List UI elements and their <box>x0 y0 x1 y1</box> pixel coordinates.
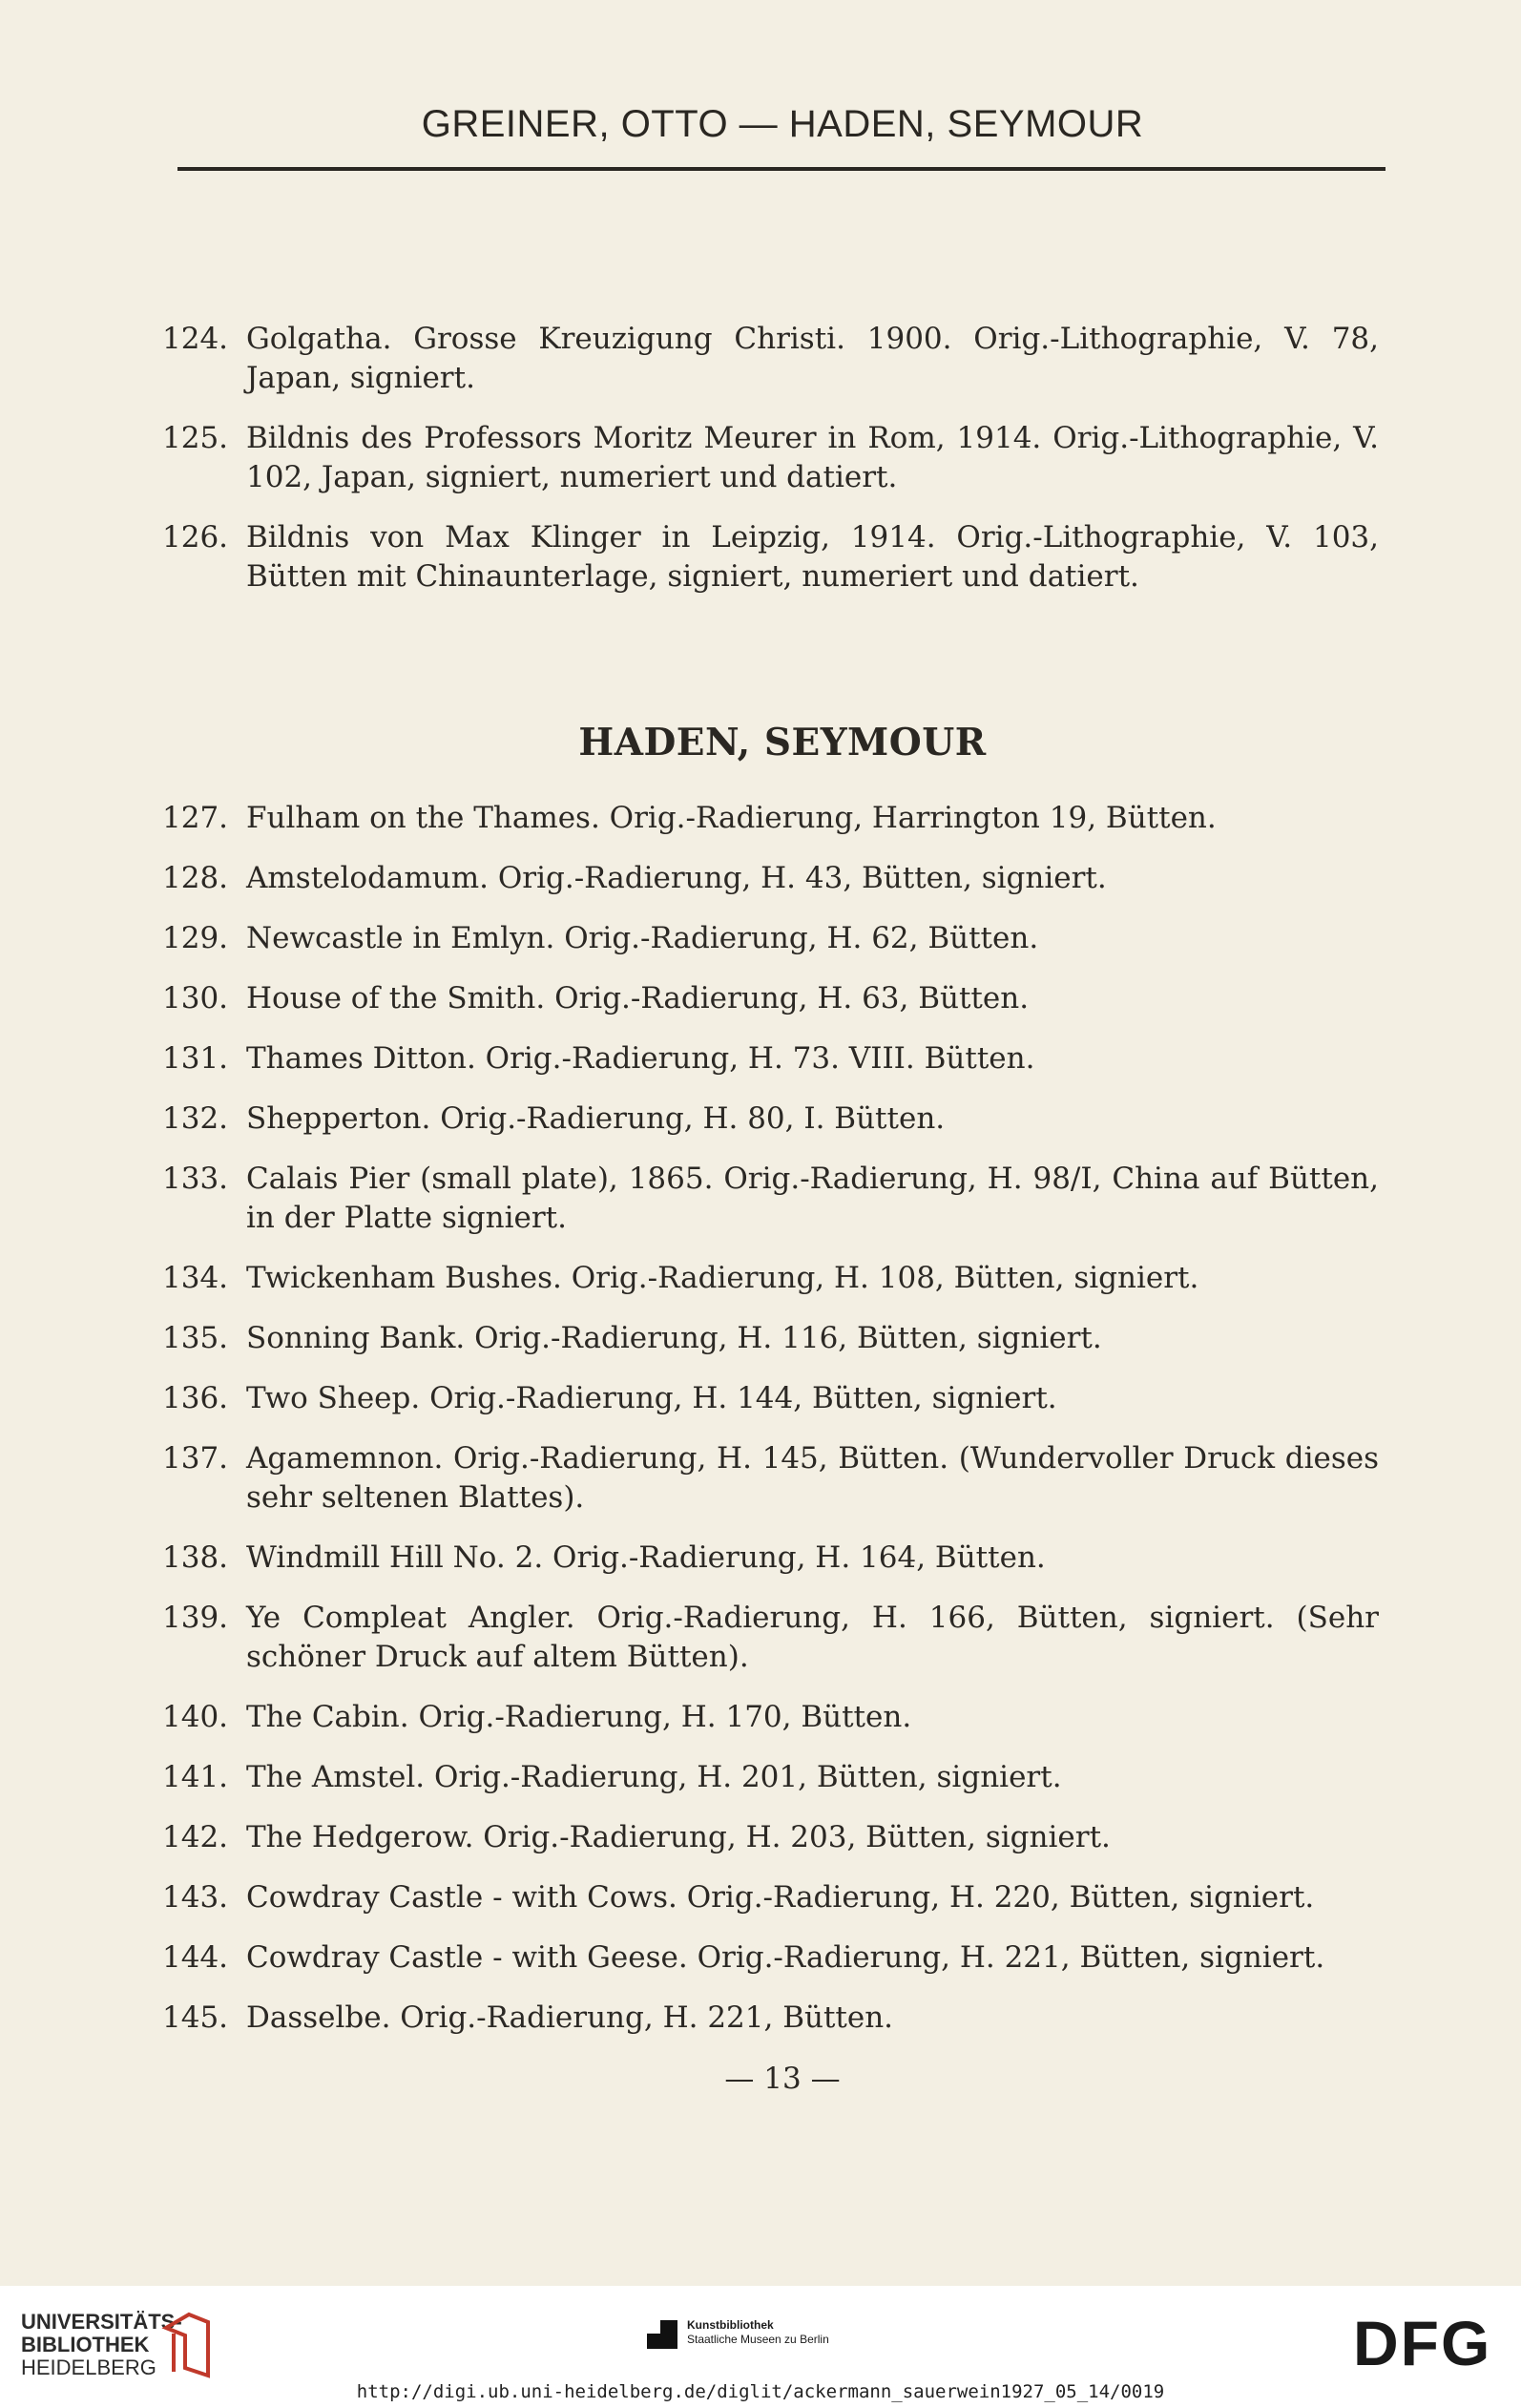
entry-text: Thames Ditton. Orig.-Radierung, H. 73. VIII. Bütten. <box>246 1041 1035 1076</box>
entry-text: House of the Smith. Orig.-Radierung, H. 63, Bütten. <box>246 981 1030 1016</box>
kunstbibliothek-logo-icon[interactable] <box>647 2320 677 2349</box>
kunstbibliothek-logo-text <box>687 2318 829 2347</box>
entry-text: Amstelodamum. Orig.-Radierung, H. 43, Bütten, signiert. <box>246 861 1107 895</box>
uni-logo-mark-icon <box>160 2309 214 2381</box>
entry-number: 135. <box>162 1321 229 1355</box>
uni-logo-line2: BIBLIOTHEK <box>21 2333 150 2356</box>
entry-text: Newcastle in Emlyn. Orig.-Radierung, H. 62, Bütten. <box>246 921 1039 955</box>
entry-number: 140. <box>162 1700 229 1734</box>
entry-text: Golgatha. Grosse Kreuzigung Christi. 1900. Orig.-Lithographie, V. 78, Japan, signiert. <box>246 322 1379 395</box>
entry-number: 132. <box>162 1101 229 1136</box>
dfg-logo[interactable]: DFG <box>1353 2308 1492 2378</box>
entry-number: 136. <box>162 1381 229 1415</box>
university-library-logo[interactable] <box>21 2311 182 2379</box>
entry-number: 131. <box>162 1041 229 1076</box>
entry-text: Ye Compleat Angler. Orig.-Radierung, H. 166, Bütten, signiert. (Sehr schöner Druck auf altem Bütten). <box>246 1601 1379 1674</box>
entry-number: 139. <box>162 1601 229 1635</box>
entry-number: 125. <box>162 421 229 455</box>
page-number: — 13 — <box>724 2062 841 2096</box>
entry-text: Windmill Hill No. 2. Orig.-Radierung, H. 164, Bütten. <box>246 1540 1046 1575</box>
catalog-entry <box>162 1439 1379 1518</box>
entry-text: Sonning Bank. Orig.-Radierung, H. 116, Bütten, signiert. <box>246 1321 1102 1355</box>
entry-number: 133. <box>162 1162 229 1196</box>
entry-text: The Hedgerow. Orig.-Radierung, H. 203, Bütten, signiert. <box>246 1820 1111 1854</box>
entry-number: 143. <box>162 1880 229 1915</box>
source-url[interactable]: http://digi.ub.uni-heidelberg.de/diglit/ackermann_sauerwein1927_05_14/0019 <box>356 2381 1165 2402</box>
entry-number: 130. <box>162 981 229 1016</box>
catalog-entry <box>162 1379 1379 1418</box>
entry-number: 141. <box>162 1760 229 1794</box>
catalog-entry <box>162 1758 1379 1797</box>
footer-bar <box>0 2286 1521 2408</box>
catalog-entry <box>162 859 1379 898</box>
entry-text: Cowdray Castle - with Geese. Orig.-Radierung, H. 221, Bütten, signiert. <box>246 1940 1325 1975</box>
header-rule <box>177 167 1386 171</box>
catalog-entry <box>162 979 1379 1018</box>
catalog-entry <box>162 1878 1379 1917</box>
section-title: HADEN, SEYMOUR <box>578 721 987 764</box>
entry-number: 138. <box>162 1540 229 1575</box>
kb-line2: Staatliche Museen zu Berlin <box>687 2333 829 2346</box>
entry-number: 137. <box>162 1441 229 1476</box>
entry-text: Agamemnon. Orig.-Radierung, H. 145, Bütten. (Wundervoller Druck dieses sehr seltenen Blattes). <box>246 1441 1379 1515</box>
entries-haden <box>162 799 1379 2059</box>
catalog-entry <box>162 1999 1379 2038</box>
entry-text: The Cabin. Orig.-Radierung, H. 170, Bütten. <box>246 1700 912 1734</box>
entry-text: Cowdray Castle - with Cows. Orig.-Radierung, H. 220, Bütten, signiert. <box>246 1880 1315 1915</box>
catalog-entry <box>162 1818 1379 1857</box>
entry-number: 126. <box>162 520 229 555</box>
kb-line1: Kunstbibliothek <box>687 2318 774 2332</box>
catalog-entry <box>162 1319 1379 1358</box>
entry-number: 144. <box>162 1940 229 1975</box>
catalog-entry <box>162 919 1379 958</box>
entry-text: Dasselbe. Orig.-Radierung, H. 221, Bütten. <box>246 2000 894 2035</box>
entry-number: 128. <box>162 861 229 895</box>
entry-number: 127. <box>162 801 229 835</box>
entry-number: 129. <box>162 921 229 955</box>
entry-text: The Amstel. Orig.-Radierung, H. 201, Bütten, signiert. <box>246 1760 1062 1794</box>
entry-number: 145. <box>162 2000 229 2035</box>
entries-greiner <box>162 320 1379 618</box>
catalog-entry <box>162 1099 1379 1139</box>
entry-number: 124. <box>162 322 229 356</box>
entry-text: Bildnis von Max Klinger in Leipzig, 1914. Orig.-Lithographie, V. 103, Bütten mit Chinaunterlage, signiert, numeriert und datiert. <box>246 520 1379 594</box>
catalog-entry <box>162 1259 1379 1298</box>
entry-text: Two Sheep. Orig.-Radierung, H. 144, Bütten, signiert. <box>246 1381 1057 1415</box>
catalog-entry <box>162 1039 1379 1078</box>
entry-number: 142. <box>162 1820 229 1854</box>
catalog-entry <box>162 419 1379 497</box>
catalog-entry <box>162 1698 1379 1737</box>
uni-logo-line3: HEIDELBERG <box>21 2356 156 2379</box>
catalog-entry <box>162 518 1379 597</box>
catalog-entry <box>162 799 1379 838</box>
entry-text: Shepperton. Orig.-Radierung, H. 80, I. Bütten. <box>246 1101 946 1136</box>
running-head: GREINER, OTTO — HADEN, SEYMOUR <box>421 103 1144 145</box>
catalog-entry <box>162 1599 1379 1677</box>
uni-logo-line1: UNIVERSITÄTS- <box>21 2310 182 2334</box>
entry-text: Bildnis des Professors Moritz Meurer in Rom, 1914. Orig.-Lithographie, V. 102, Japan, signiert, numeriert und datiert. <box>246 421 1379 494</box>
entry-text: Twickenham Bushes. Orig.-Radierung, H. 108, Bütten, signiert. <box>246 1261 1199 1295</box>
entry-number: 134. <box>162 1261 229 1295</box>
catalog-entry <box>162 320 1379 398</box>
catalog-entry <box>162 1539 1379 1578</box>
entry-text: Calais Pier (small plate), 1865. Orig.-Radierung, H. 98/I, China auf Bütten, in der Platte signiert. <box>246 1162 1379 1235</box>
catalog-entry <box>162 1938 1379 1978</box>
entry-text: Fulham on the Thames. Orig.-Radierung, Harrington 19, Bütten. <box>246 801 1217 835</box>
catalog-entry <box>162 1160 1379 1238</box>
